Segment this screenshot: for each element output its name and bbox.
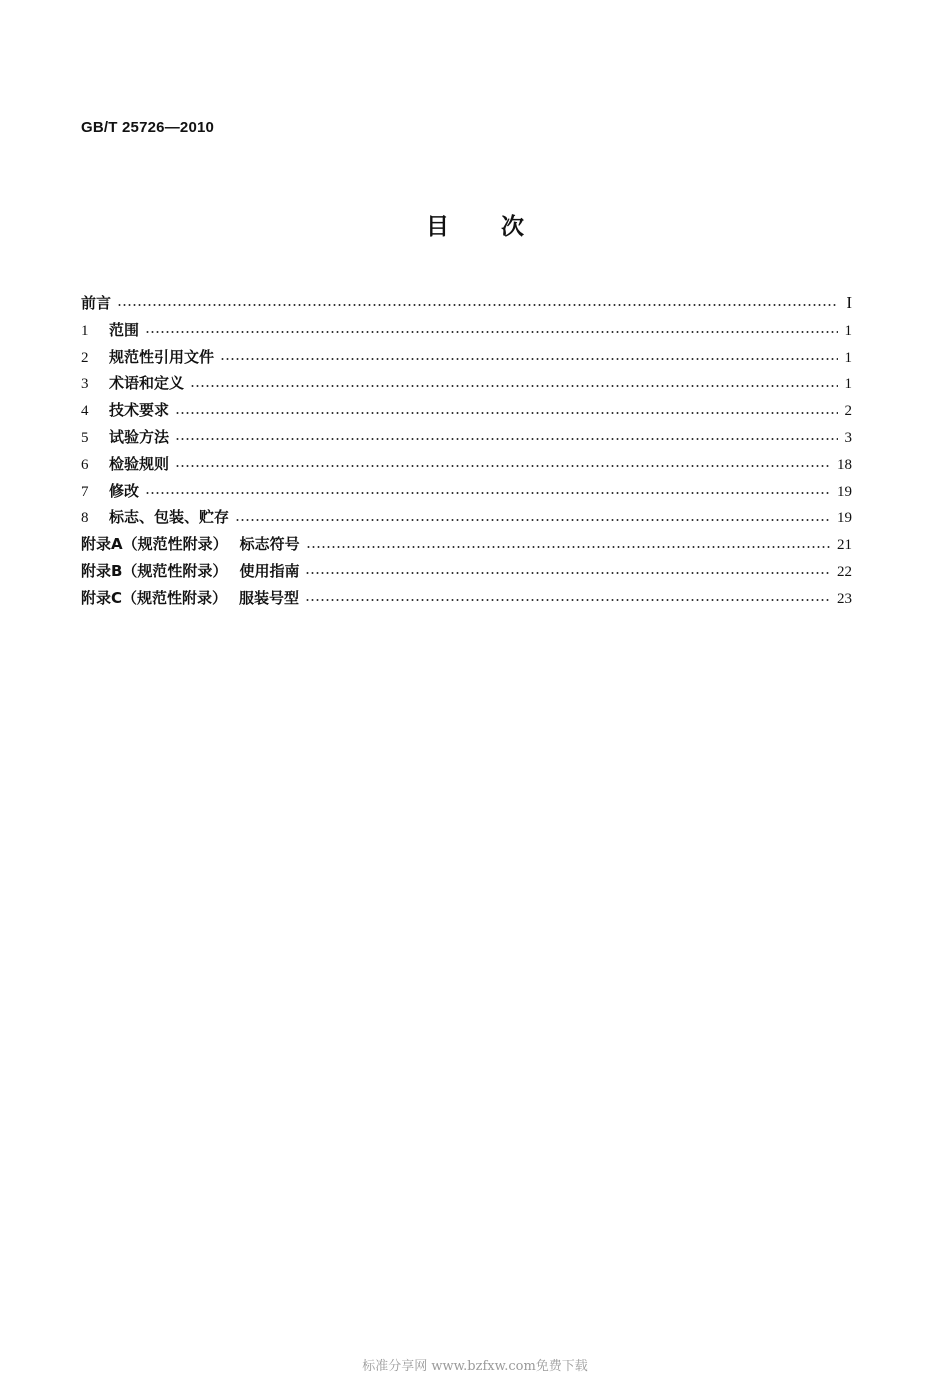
toc-entry-number: 4	[81, 403, 89, 420]
toc-entry-sublabel: 使用指南	[239, 561, 300, 580]
toc-entry-terms-definitions[interactable]	[81, 370, 852, 397]
toc-entry-number: 7	[81, 483, 89, 500]
standard-number: GB/T 25726—2010	[81, 119, 215, 136]
toc-entry-label: 附录B（规范性附录）	[81, 561, 228, 580]
toc-entry-page: 1	[844, 322, 852, 339]
toc-entry-normative-references[interactable]	[81, 344, 852, 371]
toc-entry-label: 前言	[81, 294, 112, 312]
toc-entry-label: 试验方法	[109, 427, 170, 446]
toc-entry-number: 2	[81, 349, 89, 366]
toc-entry-label: 附录A（规范性附录）	[81, 535, 228, 554]
toc-leader-dots	[117, 304, 838, 306]
toc-entry-label: 术语和定义	[109, 374, 185, 393]
toc-leader-dots	[305, 599, 831, 601]
toc-entry-page: 2	[844, 403, 852, 420]
toc-entry-page: 18	[837, 456, 852, 473]
toc-entry-scope[interactable]	[81, 317, 852, 344]
toc-entry-annex-b[interactable]	[81, 558, 852, 585]
toc-entry-marking-packaging-storage[interactable]	[81, 504, 852, 531]
toc-entry-page: 19	[837, 510, 852, 527]
toc-leader-dots	[145, 492, 831, 494]
toc-leader-dots	[175, 438, 838, 440]
toc-entry-label: 技术要求	[109, 401, 170, 420]
toc-entry-page: 23	[837, 590, 852, 607]
toc-entry-page: 1	[844, 376, 852, 393]
toc-entry-sublabel: 服装号型	[239, 588, 300, 607]
table-of-contents	[81, 290, 852, 612]
toc-entry-annex-a[interactable]	[81, 531, 852, 558]
toc-entry-modification[interactable]	[81, 478, 852, 505]
toc-entry-page: 1	[844, 349, 852, 366]
toc-entry-label: 修改	[109, 481, 140, 500]
toc-leader-dots	[190, 385, 838, 387]
toc-entry-test-methods[interactable]	[81, 424, 852, 451]
toc-leader-dots	[220, 358, 838, 360]
toc-entry-label: 规范性引用文件	[109, 347, 215, 366]
watermark: 标准分享网 www.bzfxw.com免费下载	[362, 1359, 588, 1374]
toc-entry-label: 附录C（规范性附录）	[81, 588, 228, 607]
toc-entry-page: 19	[837, 483, 852, 500]
toc-entry-page: I	[846, 293, 852, 312]
toc-entry-sublabel: 标志符号	[239, 535, 300, 554]
toc-leader-dots	[175, 412, 838, 414]
toc-entry-number: 8	[81, 510, 89, 527]
toc-entry-number: 5	[81, 429, 89, 446]
toc-entry-page: 3	[844, 429, 852, 446]
toc-entry-inspection-rules[interactable]	[81, 451, 852, 478]
toc-entry-number: 1	[81, 322, 89, 339]
toc-entry-number: 6	[81, 456, 89, 473]
toc-leader-dots	[175, 465, 831, 467]
toc-entry-label: 检验规则	[109, 454, 170, 473]
toc-entry-technical-requirements[interactable]	[81, 397, 852, 424]
toc-leader-dots	[306, 546, 831, 548]
toc-title: 目次	[426, 214, 576, 240]
toc-leader-dots	[145, 331, 838, 333]
toc-leader-dots	[305, 572, 831, 574]
toc-entry-number: 3	[81, 376, 89, 393]
toc-entry-label: 标志、包装、贮存	[109, 508, 230, 527]
toc-entry-page: 21	[837, 537, 852, 554]
toc-entry-label: 范围	[109, 320, 140, 339]
toc-entry-foreword[interactable]	[81, 290, 852, 317]
toc-leader-dots	[235, 519, 831, 521]
toc-entry-page: 22	[837, 563, 852, 580]
toc-entry-annex-c[interactable]	[81, 585, 852, 612]
